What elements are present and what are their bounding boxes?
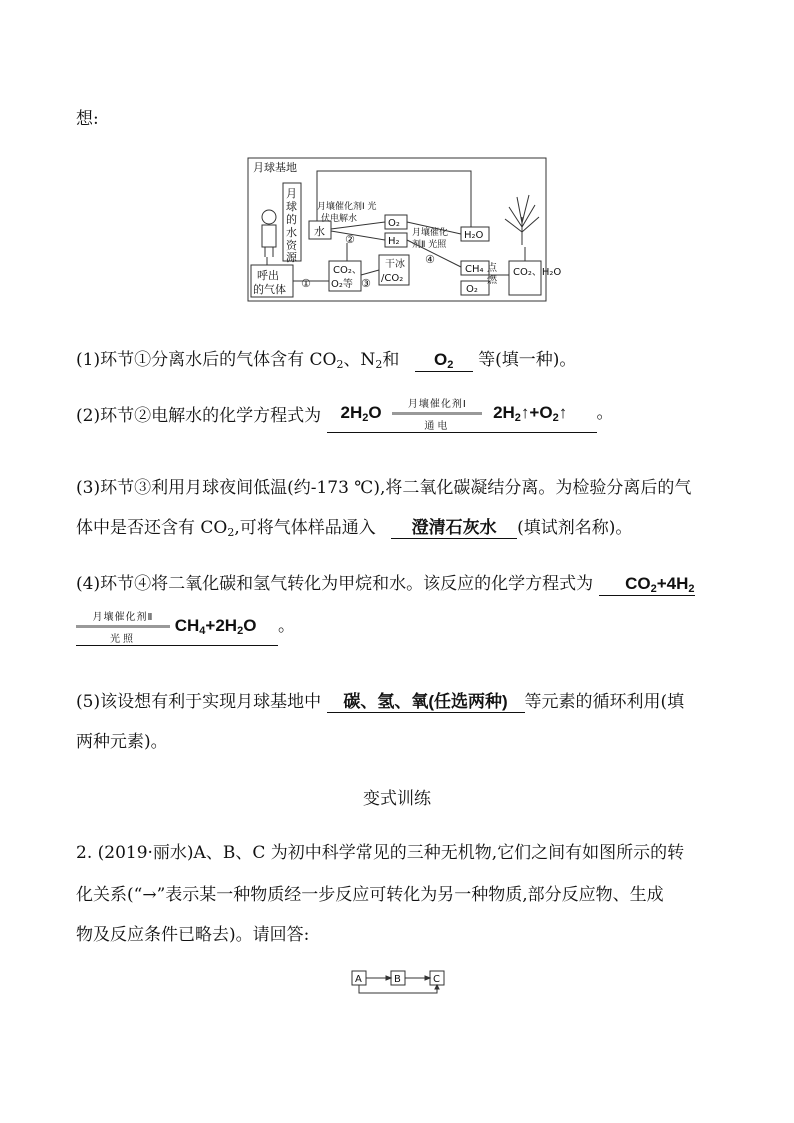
svg-text:源: 源 <box>286 251 297 264</box>
question-3-line2: 体中是否还含有 $CO_2$,可将气体样品通入 澄清石灰水 (填试剂名称)。 <box>76 513 632 539</box>
svg-text:呼出: 呼出 <box>257 269 279 282</box>
abc-a: A <box>355 974 362 985</box>
abc-diagram <box>350 968 446 996</box>
question-5-line1: (5)该设想有利于实现月球基地中 碳、氢、氧(任选两种) 等元素的循环利用(填 <box>76 687 684 713</box>
svg-text:的气体: 的气体 <box>253 283 286 296</box>
svg-text:的: 的 <box>286 213 297 226</box>
abc-b: B <box>394 974 401 985</box>
svg-text:剂Ⅱ 光照: 剂Ⅱ 光照 <box>412 240 447 250</box>
svg-text:伏电解水: 伏电解水 <box>321 214 358 224</box>
q2-answer: $2H_2O$ 月壤催化剂Ⅰ 通电 $2H_2↑+O_2↑$ <box>327 395 597 433</box>
question-4-line1: (4)环节④将二氧化碳和氢气转化为甲烷和水。该反应的化学方程式为 $CO_2+4H_2$ <box>76 574 695 595</box>
svg-text:/CO₂: /CO₂ <box>381 273 404 284</box>
question-5-line2: 两种元素)。 <box>76 732 168 752</box>
question-3-line1: (3)环节③利用月球夜间低温(约-173 ℃),将二氧化碳凝结分离。为检验分离后的气 <box>76 478 692 498</box>
svg-text:H₂O: H₂O <box>464 230 484 241</box>
q4-answer-part2: 月壤催化剂Ⅱ 光照 $CH_4+2H_2O$ <box>76 608 278 646</box>
svg-text:月壤催化: 月壤催化 <box>412 228 449 238</box>
svg-text:球: 球 <box>286 200 297 213</box>
svg-text:月壤催化剂Ⅰ 光: 月壤催化剂Ⅰ 光 <box>317 202 377 212</box>
question-2b-line2: 化关系(“→”表示某一种物质经一步反应可转化为另一种物质,部分反应物、生成 <box>76 885 664 905</box>
svg-text:干冰: 干冰 <box>385 259 405 270</box>
svg-text:水: 水 <box>314 225 325 238</box>
svg-text:月: 月 <box>286 187 297 200</box>
svg-text:④: ④ <box>425 253 435 266</box>
svg-text:O₂: O₂ <box>466 284 478 295</box>
question-2b-line3: 物及反应条件已略去)。请回答: <box>76 925 310 945</box>
question-2b-line1: 2. (2019·丽水)A、B、C 为初中科学常见的三种无机物,它们之间有如图所示的转 <box>76 843 685 863</box>
question-1: (1)环节①分离水后的气体含有 $CO_2$、$N_2$和 $O_2$ 等(填一种)。 <box>76 350 577 371</box>
svg-text:O₂: O₂ <box>388 218 400 229</box>
svg-text:CH₄: CH₄ <box>465 264 484 275</box>
svg-text:CO₂、: CO₂、 <box>333 265 362 276</box>
q5-answer: 碳、氢、氧(任选两种) <box>327 687 525 713</box>
svg-text:H₂: H₂ <box>388 236 400 247</box>
svg-text:燃: 燃 <box>487 275 497 286</box>
svg-text:③: ③ <box>361 277 371 290</box>
intro-text: 想: <box>76 109 99 129</box>
diagram-step1: ① <box>301 277 311 290</box>
section-title: 变式训练 <box>363 789 431 809</box>
question-2: (2)环节②电解水的化学方程式为 $2H_2O$ 月壤催化剂Ⅰ 通电 $2H_2↑+O_2↑$ 。 <box>76 395 614 433</box>
abc-c: C <box>433 974 440 985</box>
svg-text:资: 资 <box>286 239 297 252</box>
svg-text:②: ② <box>345 233 355 246</box>
svg-text:水: 水 <box>286 226 297 239</box>
svg-text:O₂等: O₂等 <box>331 279 353 290</box>
q4-answer-part1: $CO_2+4H_2$ <box>599 574 695 596</box>
q1-answer: $O_2$ <box>415 350 473 372</box>
svg-text:点: 点 <box>487 263 497 274</box>
svg-text:CO₂、H₂O: CO₂、H₂O <box>513 267 562 278</box>
diagram-base-label: 月球基地 <box>253 161 297 174</box>
q3-answer: 澄清石灰水 <box>391 513 517 539</box>
moon-base-diagram <box>247 157 562 302</box>
question-4-line2: 月壤催化剂Ⅱ 光照 $CH_4+2H_2O$ 。 <box>76 608 295 646</box>
